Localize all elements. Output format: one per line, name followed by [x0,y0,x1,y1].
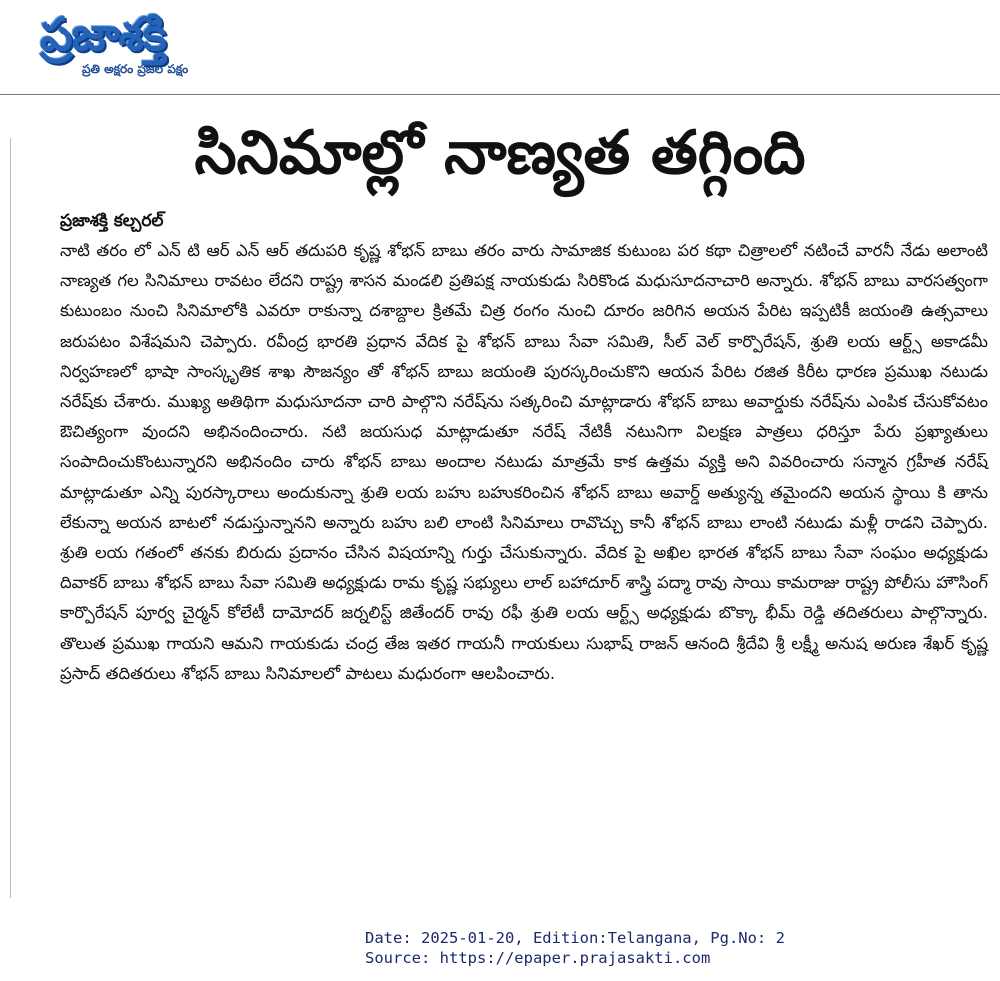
column-rule [10,138,11,898]
masthead-logo [40,4,290,86]
article-byline: ప్రజాశక్తి కల్చరల్ [60,211,164,231]
masthead-divider [0,94,1000,95]
source-footer [365,928,785,968]
article-headline: సినిమాల్లో నాణ్యత తగ్గింది [194,118,806,188]
publication-logo: ప్రజాశక్తి [40,7,166,61]
footer-source-line: Source: https://epaper.prajasakti.com [365,949,711,967]
article-body: నాటి తరం లో ఎన్ టి ఆర్ ఎన్ ఆర్ తదుపరి కృష్ణ శోభన్ బాబు తరం వారు సామాజిక కుటుంబ పర కథా చిత్రాలలో నటించే వారనీ నేడు అలాంటి నాణ్యత గల సినిమాలు రావటం లేదని రాష్ట్ర శాసన మండలి ప్రతిపక్ష నాయకుడు సిరికొండ మధుసూదనాచారి అన్నారు. శోభన్ బాబు వారసత్వంగా కుటుంబం నుంచి సినిమాలోకి ఎవరూ రాకున్నా దశాబ్దాల క్రితమే చిత్ర రంగం నుంచి దూరం జరిగిన అయన పేరిట ఇప్పటికీ జయంతి ఉత్సవాలు జరుపటం విశేషమని చెప్పారు. రవీంద్ర భారతి ప్రధాన వేదిక పై శోభన్ బాబు సేవా సమితి, సీల్ వెల్ కార్పొరేషన్, శ్రుతి లయ ఆర్ట్స్ అకాడమీ నిర్వహణలో భాషా సాంస్కృతిక శాఖ సౌజన్యం తో శోభన్ బాబు జయంతి పురస్కరించుకొని ఆయన పేరిట రజిత కిరీట ధారణ ప్రముఖ నటుడు నరేష్‌కు చేశారు. ముఖ్య అతిథిగా మధుసూదనా చారి పాల్గొని నరేష్‌ను సత్కరించి మాట్లాడారు శోభన్ బాబు అవార్డుకు నరేష్‌ను ఎంపిక చేసుకోవటం ఔచిత్యంగా వుందని అభినందించారు. నటి జయసుధ మాట్లాడుతూ నరేష్ నేటికీ నటునిగా విలక్షణ పాత్రలు ధరిస్తూ పేరు ప్రఖ్యాతులు సంపాదించుకొంటున్నారని అభినందిం చారు శోభన్ బాబు అందాల నటుడు మాత్రమే కాక ఉత్తమ వ్యక్తి అని వివరించారు సన్మాన గ్రహీత నరేష్ మాట్లాడుతూ ఎన్ని పురస్కారాలు అందుకున్నా శ్రుతి లయ బహు బహుకరించిన శోభన్ బాబు అవార్డ్ అత్యున్న తమైందని అయన స్థాయి కి తాను లేకున్నా అయన బాటలో నడుస్తున్నానని అన్నారు బహు బలి లాంటి సినిమాలు రావొచ్చు కానీ శోభన్ బాబు లాంటి నటుడు మళ్లీ రాడని చెప్పారు. శ్రుతి లయ గతంలో తనకు బిరుదు ప్రదానం చేసిన విషయాన్ని గుర్తు చేసుకున్నారు. వేదిక పై అఖిల భారత శోభన్ బాబు సేవా సంఘం అధ్యక్షుడు దివాకర్ బాబు శోభన్ బాబు సేవా సమితి అధ్యక్షుడు రామ కృష్ణ సభ్యులు లాల్ బహాదూర్ శాస్త్రి పద్మా రావు సాయి కామరాజు రాష్ట్ర పోలీసు హౌసింగ్ కార్పొరేషన్ పూర్వ చైర్మన్ కోలేటీ దామోదర్ జర్నలిస్ట్ జితేందర్ రావు రఫీ శ్రుతి లయ ఆర్ట్స్ అధ్యక్షుడు బొక్కా భీమ్ రెడ్డి తదితరులు పాల్గొన్నారు. తొలుత ప్రముఖ గాయని ఆమని గాయకుడు చంద్ర తేజ ఇతర గాయనీ గాయకులు సుభాష్ రాజన్ ఆనంది శ్రీదేవి శ్రీ లక్ష్మీ అనుష అరుణ శేఖర్ కృష్ణ ప్రసాద్ తదితరులు శోభన్ బాబు సినిమాలలో పాటలు మధురంగా ఆలపించారు. [60,241,988,683]
publication-tagline: ప్రతి అక్షరం ప్రజల పక్షం [82,62,189,76]
footer-date-line: Date: 2025-01-20, Edition:Telangana, Pg.No: 2 [365,929,785,947]
